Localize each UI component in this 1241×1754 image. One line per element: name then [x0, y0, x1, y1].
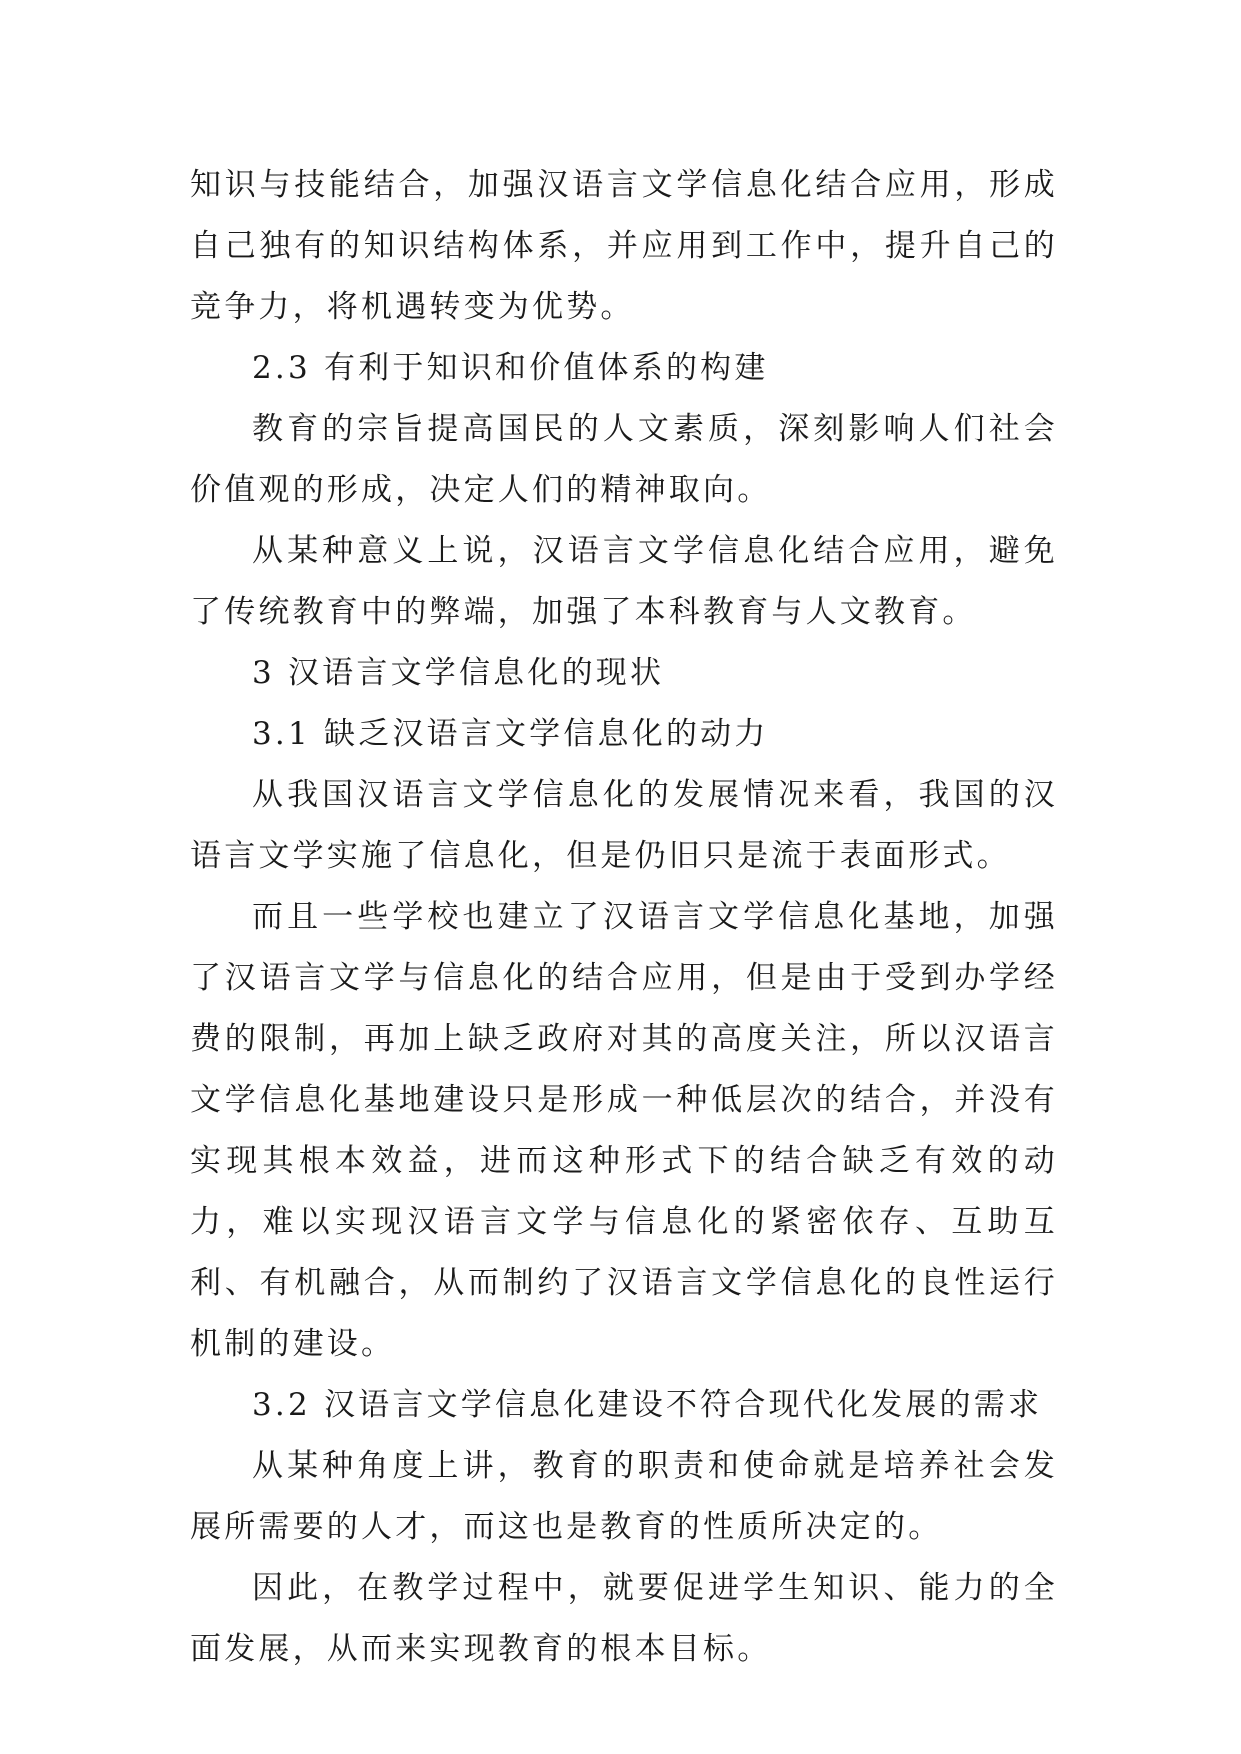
paragraph-school-bases: 而且一些学校也建立了汉语言文学信息化基地，加强了汉语言文学与信息化的结合应用，但是由于受到办学经费的限制，再加上缺乏政府对其的高度关注，所以汉语言文学信息化基地建设只是形成一种低层次的结合，并没有实现其根本效益，进而这种形式下的结合缺乏有效的动力，难以实现汉语言文学与信息化的紧密依存、互助互利、有机融合，从而制约了汉语言文学信息化的良性运行机制的建设。: [190, 899, 1058, 1362]
section-heading-3-1: 3.1 缺乏汉语言文学信息化的动力: [252, 716, 769, 752]
paragraph-development-situation: 从我国汉语言文学信息化的发展情况来看，我国的汉语言文学实施了信息化，但是仍旧只是流于表面形式。: [190, 777, 1058, 874]
paragraph-teaching-goals: 因此，在教学过程中，就要促进学生知识、能力的全面发展，从而来实现教育的根本目标。: [190, 1570, 1058, 1667]
paragraph-skills-integration: 知识与技能结合，加强汉语言文学信息化结合应用，形成自己独有的知识结构体系，并应用到工作中，提升自己的竞争力，将机遇转变为优势。: [190, 167, 1058, 325]
section-heading-3-2: 3.2 汉语言文学信息化建设不符合现代化发展的需求: [252, 1387, 1043, 1423]
section-heading-3: 3 汉语言文学信息化的现状: [252, 655, 665, 691]
document-page: [190, 155, 1058, 1680]
paragraph-avoid-drawbacks: 从某种意义上说，汉语言文学信息化结合应用，避免了传统教育中的弊端，加强了本科教育与人文教育。: [190, 533, 1058, 630]
section-heading-2-3: 2.3 有利于知识和价值体系的构建: [252, 350, 769, 386]
paragraph-education-purpose: 教育的宗旨提高国民的人文素质，深刻影响人们社会价值观的形成，决定人们的精神取向。: [190, 411, 1058, 508]
paragraph-education-mission: 从某种角度上讲，教育的职责和使命就是培养社会发展所需要的人才，而这也是教育的性质所决定的。: [190, 1448, 1058, 1545]
